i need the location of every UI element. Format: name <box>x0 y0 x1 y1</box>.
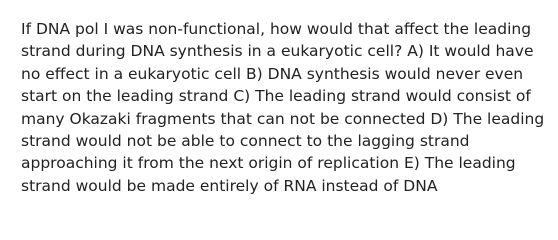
answer-option-c: C) The leading strand would consist of many Okazaki fragments that can not be connected <box>21 87 531 128</box>
question-stem: If DNA pol I was non-functional, how would that affect the leading strand during DNA synthesis in a eukaryotic cell? <box>21 20 532 61</box>
answer-option-a: A) It would have no effect in a eukaryotic cell <box>21 42 534 83</box>
answer-option-b: B) DNA synthesis would never even start on the leading strand <box>21 64 524 106</box>
answer-option-e: E) The leading strand would be made entirely of RNA instead of DNA <box>21 154 516 195</box>
answer-option-d: D) The leading strand would not be able to connect to the lagging strand approaching it from the next origin of replication <box>21 109 545 173</box>
question-text <box>21 18 546 197</box>
